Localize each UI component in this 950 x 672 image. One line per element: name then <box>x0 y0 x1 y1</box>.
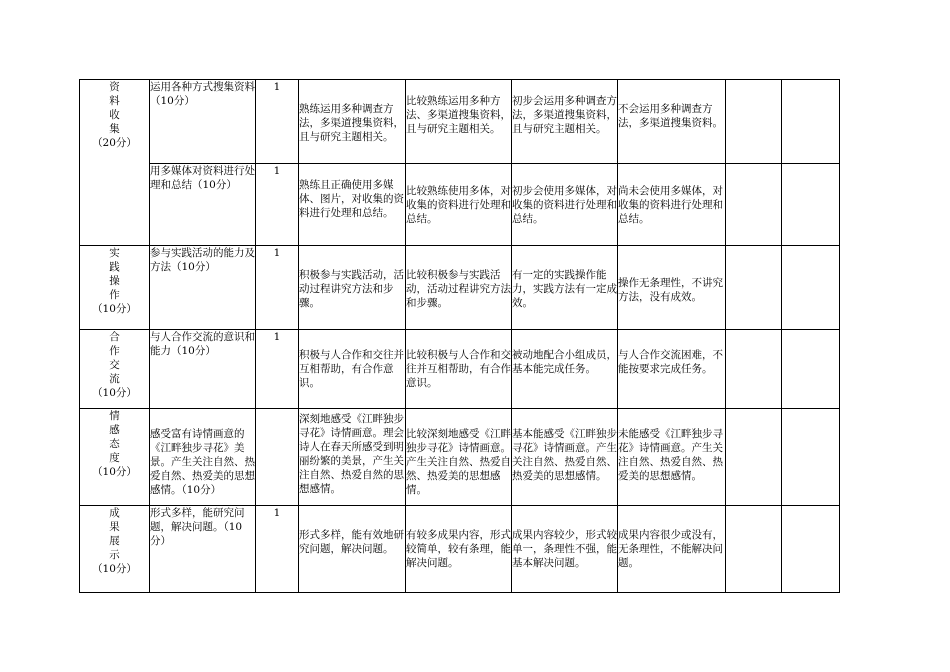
level-good-cell: 比较熟练运用多种方法、多渠道搜集资料，且与研究主题相关。 <box>406 80 512 164</box>
weight-cell: 1 <box>256 164 299 246</box>
score-cell-2 <box>782 164 840 246</box>
score-cell-1 <box>726 409 782 506</box>
level-poor-cell: 操作无条理性，不讲究方法，没有成效。 <box>618 246 726 330</box>
level-good-cell: 比较积极与人合作和交往并互相帮助，有合作意识。 <box>406 330 512 409</box>
table-row <box>80 506 840 593</box>
score-cell-1 <box>726 80 782 164</box>
table-row <box>80 330 840 409</box>
table-row <box>80 246 840 330</box>
category-cell: 资 料 收 集 （20分） <box>80 80 150 246</box>
level-good-cell: 比较积极参与实践活动，活动过程讲究方法和步骤。 <box>406 246 512 330</box>
weight-cell <box>256 409 299 506</box>
score-cell-2 <box>782 409 840 506</box>
level-fair-cell: 被动地配合小组成员，基本能完成任务。 <box>512 330 618 409</box>
level-fair-cell: 初步会使用多媒体，对收集的资料进行处理和总结。 <box>512 164 618 246</box>
level-fair-cell: 有一定的实践操作能力，实践方法有一定成效。 <box>512 246 618 330</box>
level-poor-cell: 不会运用多种调查方法，多渠道搜集资料。 <box>618 80 726 164</box>
table-row <box>80 164 840 246</box>
category-cell: 实 践 操 作 （10分） <box>80 246 150 330</box>
criterion-cell: 形式多样，能研究问题，解决问题。（10分） <box>150 506 256 593</box>
score-cell-1 <box>726 246 782 330</box>
table-row <box>80 80 840 164</box>
level-excellent-cell: 熟练且正确使用多媒体、图片，对收集的资料进行处理和总结。 <box>299 164 406 246</box>
score-cell-1 <box>726 164 782 246</box>
weight-cell: 1 <box>256 80 299 164</box>
criterion-cell: 与人合作交流的意识和能力（10分） <box>150 330 256 409</box>
score-cell-2 <box>782 506 840 593</box>
level-fair-cell: 成果内容较少，形式较单一，条理性不强，能基本解决问题。 <box>512 506 618 593</box>
level-fair-cell: 初步会运用多种调查方法，多渠道搜集资料，且与研究主题相关。 <box>512 80 618 164</box>
score-cell-2 <box>782 80 840 164</box>
level-poor-cell: 成果内容很少或没有，无条理性，不能解决问题。 <box>618 506 726 593</box>
score-cell-2 <box>782 330 840 409</box>
level-excellent-cell: 积极参与实践活动，活动过程讲究方法和步骤。 <box>299 246 406 330</box>
level-good-cell: 比较熟练使用多体，对收集的资料进行处理和总结。 <box>406 164 512 246</box>
level-poor-cell: 未能感受《江畔独步寻花》诗情画意。产生关注自然、热爱自然、热爱美的思想感情。 <box>618 409 726 506</box>
score-cell-2 <box>782 246 840 330</box>
weight-cell: 1 <box>256 330 299 409</box>
weight-cell: 1 <box>256 246 299 330</box>
level-good-cell: 有较多成果内容，形式较简单，较有条理，能解决问题。 <box>406 506 512 593</box>
level-poor-cell: 与人合作交流困难，不能按要求完成任务。 <box>618 330 726 409</box>
level-excellent-cell: 积极与人合作和交往并互相帮助，有合作意识。 <box>299 330 406 409</box>
category-cell: 合 作 交 流 （10分） <box>80 330 150 409</box>
score-cell-1 <box>726 506 782 593</box>
score-cell-1 <box>726 330 782 409</box>
criterion-cell: 感受富有诗情画意的《江畔独步寻花》美景。产生关注自然、热爱自然、热爱美的思想感情。（10分） <box>150 409 256 506</box>
evaluation-rubric-table <box>79 79 840 593</box>
criterion-cell: 参与实践活动的能力及方法（10分） <box>150 246 256 330</box>
level-poor-cell: 尚未会使用多媒体，对收集的资料进行处理和总结。 <box>618 164 726 246</box>
level-excellent-cell: 熟练运用多种调查方法，多渠道搜集资料，且与研究主题相关。 <box>299 80 406 164</box>
criterion-cell: 用多媒体对资料进行处理和总结（10分） <box>150 164 256 246</box>
weight-cell: 1 <box>256 506 299 593</box>
level-good-cell: 比较深刻地感受《江畔独步寻花》诗情画意。产生关注自然、热爱自然、热爱美的思想感情。 <box>406 409 512 506</box>
level-fair-cell: 基本能感受《江畔独步寻花》诗情画意。产生关注自然、热爱自然、热爱美的思想感情。 <box>512 409 618 506</box>
level-excellent-cell: 形式多样，能有效地研究问题，解决问题。 <box>299 506 406 593</box>
criterion-cell: 运用各种方式搜集资料（10分） <box>150 80 256 164</box>
table-row <box>80 409 840 506</box>
category-cell: 情 感 态 度 （10分） <box>80 409 150 506</box>
category-cell: 成 果 展 示 （10分） <box>80 506 150 593</box>
level-excellent-cell: 深刻地感受《江畔独步寻花》诗情画意。理会诗人在春天所感受到明丽纷繁的美景，产生关注自然、热爱自然的思想感情。 <box>299 409 406 506</box>
